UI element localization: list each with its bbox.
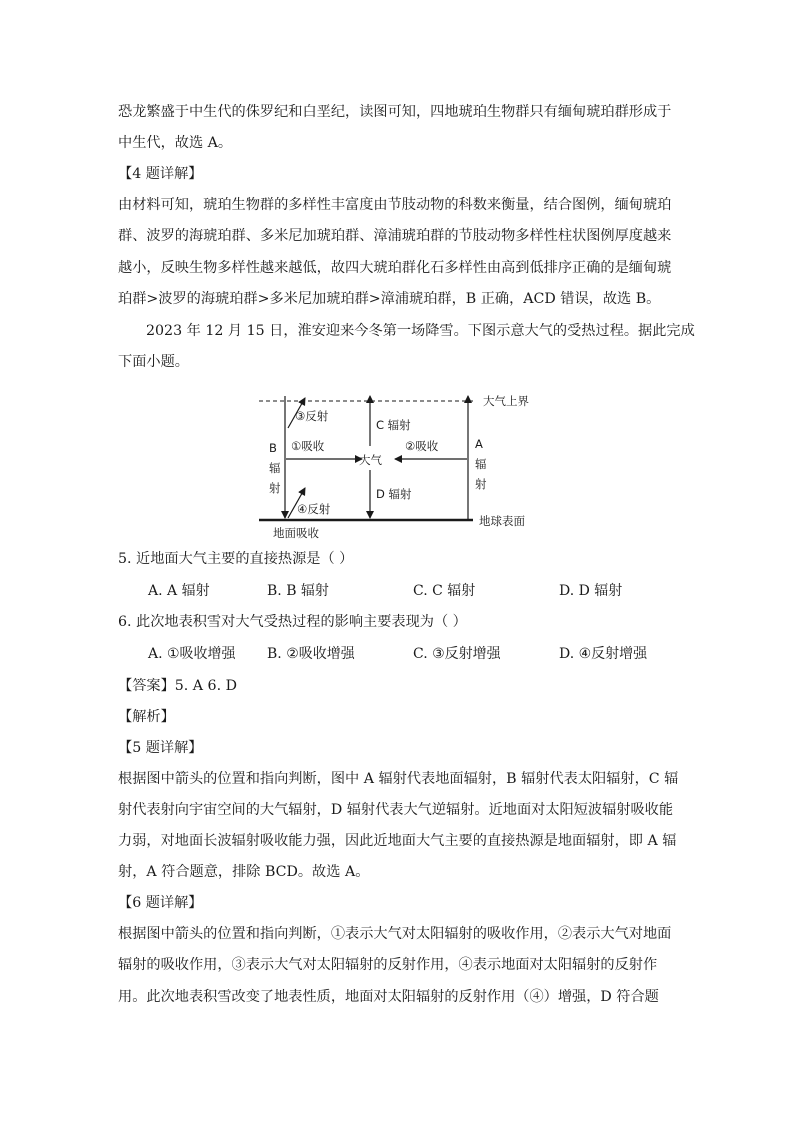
question-6-option-d: D. ④反射增强 — [559, 646, 648, 662]
question-5-option-d: D. D 辐射 — [559, 583, 623, 599]
text-line: 根据图中箭头的位置和指向判断，图中 A 辐射代表地面辐射，B 辐射代表太阳辐射，C 辐 — [118, 771, 679, 787]
text-line: 根据图中箭头的位置和指向判断，①表示大气对太阳辐射的吸收作用，②表示大气对地面 — [118, 926, 672, 942]
text-line: 辐射的吸收作用，③表示大气对太阳辐射的反射作用，④表示地面对太阳辐射的反射作 — [118, 957, 658, 973]
c-radiation-label: C 辐射 — [376, 418, 411, 432]
atmosphere-heating-diagram — [255, 388, 545, 540]
d-radiation-label: D 辐射 — [376, 487, 412, 501]
question-5-stem: 5. 近地面大气主要的直接热源是（ ） — [118, 551, 354, 567]
atmosphere-center-label: 大气 — [359, 453, 382, 467]
reflect4-label: ④反射 — [297, 502, 331, 516]
a-radiation-char: 辐 — [475, 457, 487, 471]
question-5-option-c: C. C 辐射 — [413, 583, 476, 599]
absorb2-label: ②吸收 — [405, 439, 439, 453]
absorb1-label: ①吸收 — [291, 439, 325, 453]
section-heading: 【6 题详解】 — [118, 895, 203, 911]
text-line: 珀群>波罗的海琥珀群>多米尼加琥珀群>漳浦琥珀群，B 正确，ACD 错误，故选 B。 — [118, 291, 661, 307]
question-6-stem: 6. 此次地表积雪对大气受热过程的影响主要表现为（ ） — [118, 614, 467, 630]
question-6-option-c: C. ③反射增强 — [413, 646, 501, 662]
atmosphere-top-label: 大气上界 — [483, 394, 529, 408]
section-heading: 【5 题详解】 — [118, 740, 203, 756]
text-line: 2023 年 12 月 15 日，淮安迎来今冬第一场降雪。下图示意大气的受热过程。据此完成 — [146, 323, 695, 339]
a-radiation-char: A — [475, 437, 483, 451]
text-line: 越小，反映生物多样性越来越低，故四大琥珀群化石多样性由高到低排序正确的是缅甸琥 — [118, 260, 672, 276]
section-heading: 【4 题详解】 — [118, 166, 203, 182]
text-line: 用。此次地表积雪改变了地表性质，地面对太阳辐射的反射作用（④）增强，D 符合题 — [118, 989, 659, 1005]
answer-line: 【答案】5. A 6. D — [118, 678, 237, 694]
question-5-option-a: A. A 辐射 — [148, 583, 210, 599]
text-line: 中生代，故选 A。 — [118, 135, 233, 151]
text-line: 下面小题。 — [118, 354, 189, 370]
question-6-option-b: B. ②吸收增强 — [267, 646, 355, 662]
question-5-option-b: B. B 辐射 — [267, 583, 329, 599]
text-line: 群、波罗的海琥珀群、多米尼加琥珀群、漳浦琥珀群的节肢动物多样性柱状图例厚度越来 — [118, 228, 672, 244]
reflect3-label: ③反射 — [295, 409, 329, 423]
ground-absorb-label: 地面吸收 — [273, 526, 319, 540]
text-line: 恐龙繁盛于中生代的侏罗纪和白垩纪，读图可知，四地琥珀生物群只有缅甸琥珀群形成于 — [118, 104, 672, 120]
question-6-option-a: A. ①吸收增强 — [148, 646, 236, 662]
text-line: 力弱，对地面长波辐射吸收能力强，因此近地面大气主要的直接热源是地面辐射，即 A 辐 — [118, 833, 677, 849]
earth-surface-label: 地球表面 — [479, 514, 525, 528]
b-radiation-char: B — [269, 441, 277, 455]
text-line: 射，A 符合题意，排除 BCD。故选 A。 — [118, 864, 370, 880]
a-radiation-char: 射 — [475, 477, 487, 491]
text-line: 由材料可知，琥珀生物群的多样性丰富度由节肢动物的科数来衡量，结合图例，缅甸琥珀 — [118, 197, 672, 213]
text-line: 射代表射向宇宙空间的大气辐射，D 辐射代表大气逆辐射。近地面对太阳短波辐射吸收能 — [118, 802, 674, 818]
b-radiation-char: 射 — [269, 481, 281, 495]
b-radiation-char: 辐 — [269, 461, 281, 475]
analysis-heading: 【解析】 — [118, 709, 175, 725]
